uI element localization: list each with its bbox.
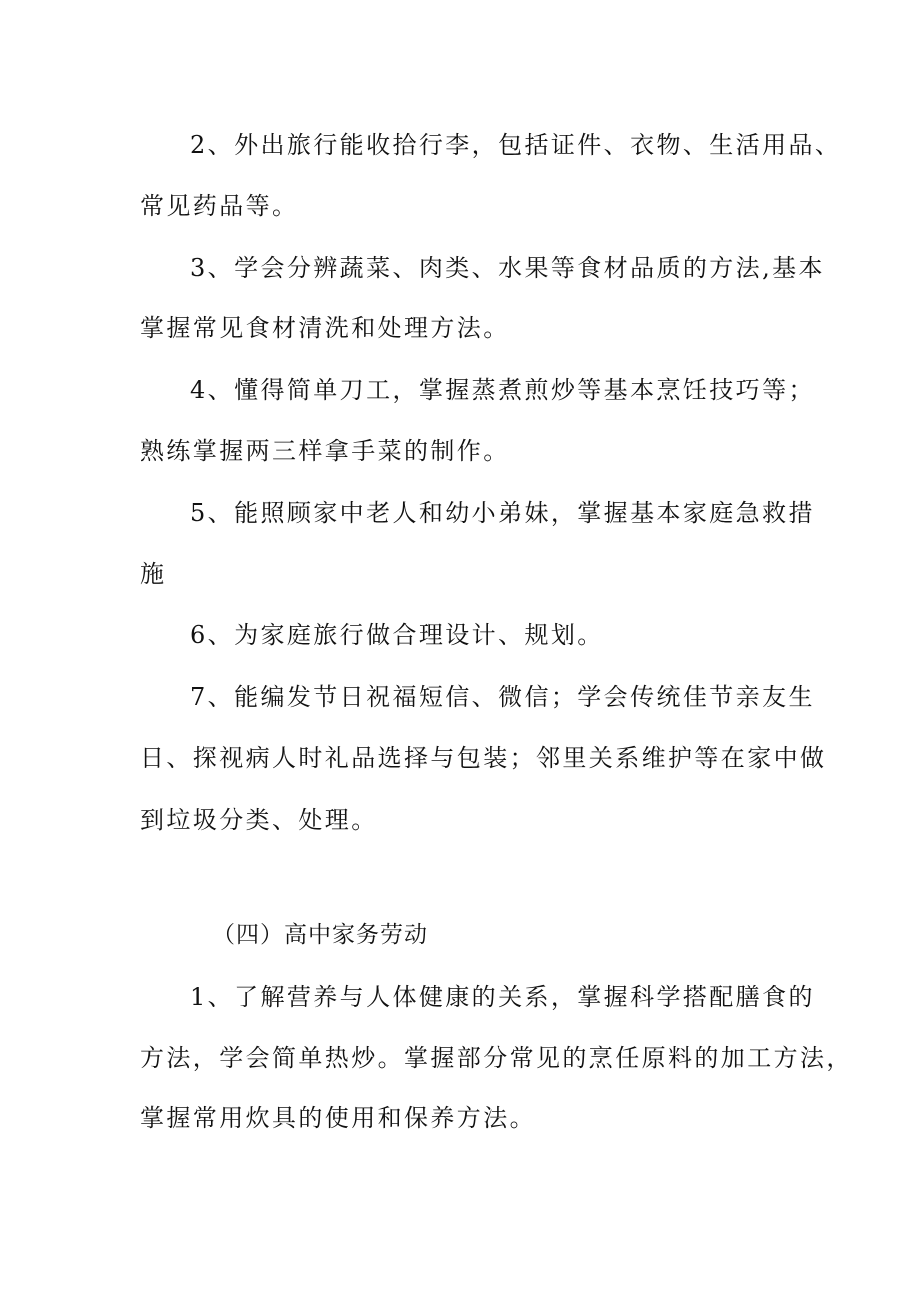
section-item-1-line-3: 掌握常用炊具的使用和保养方法。 — [140, 1104, 536, 1132]
item-5-line-1: 5、能照顾家中老人和幼小弟妹，掌握基本家庭急救措 — [190, 499, 815, 527]
section-item-1-line-1: 1、了解营养与人体健康的关系，掌握科学搭配膳食的 — [190, 983, 815, 1011]
item-4-line-2: 熟练掌握两三样拿手菜的制作。 — [140, 437, 510, 465]
item-7-line-1: 7、能编发节日祝福短信、微信；学会传统佳节亲友生 — [190, 683, 815, 711]
section-item-1-line-2: 方法，学会简单热炒。掌握部分常见的烹任原料的加工方法， — [140, 1044, 853, 1072]
item-6-line-1: 6、为家庭旅行做合理设计、规划。 — [190, 621, 604, 649]
item-2-line-1: 2、外出旅行能收拾行李，包括证件、衣物、生活用品、 — [190, 131, 842, 159]
item-2-line-2: 常见药品等。 — [140, 192, 299, 220]
item-3-line-1: 3、学会分辨蔬菜、肉类、水果等食材品质的方法,基本 — [190, 254, 825, 282]
item-7-line-2: 日、探视病人时礼品选择与包装；邻里关系维护等在家中做 — [140, 744, 827, 772]
item-3-line-2: 掌握常见食材清洗和处理方法。 — [140, 314, 510, 342]
section-heading: （四）高中家务劳动 — [212, 922, 428, 948]
item-4-line-1: 4、懂得简单刀工，掌握蒸煮煎炒等基本烹饪技巧等； — [190, 376, 815, 404]
item-5-line-2: 施 — [140, 560, 167, 588]
item-7-line-3: 到垃圾分类、处理。 — [140, 806, 378, 834]
